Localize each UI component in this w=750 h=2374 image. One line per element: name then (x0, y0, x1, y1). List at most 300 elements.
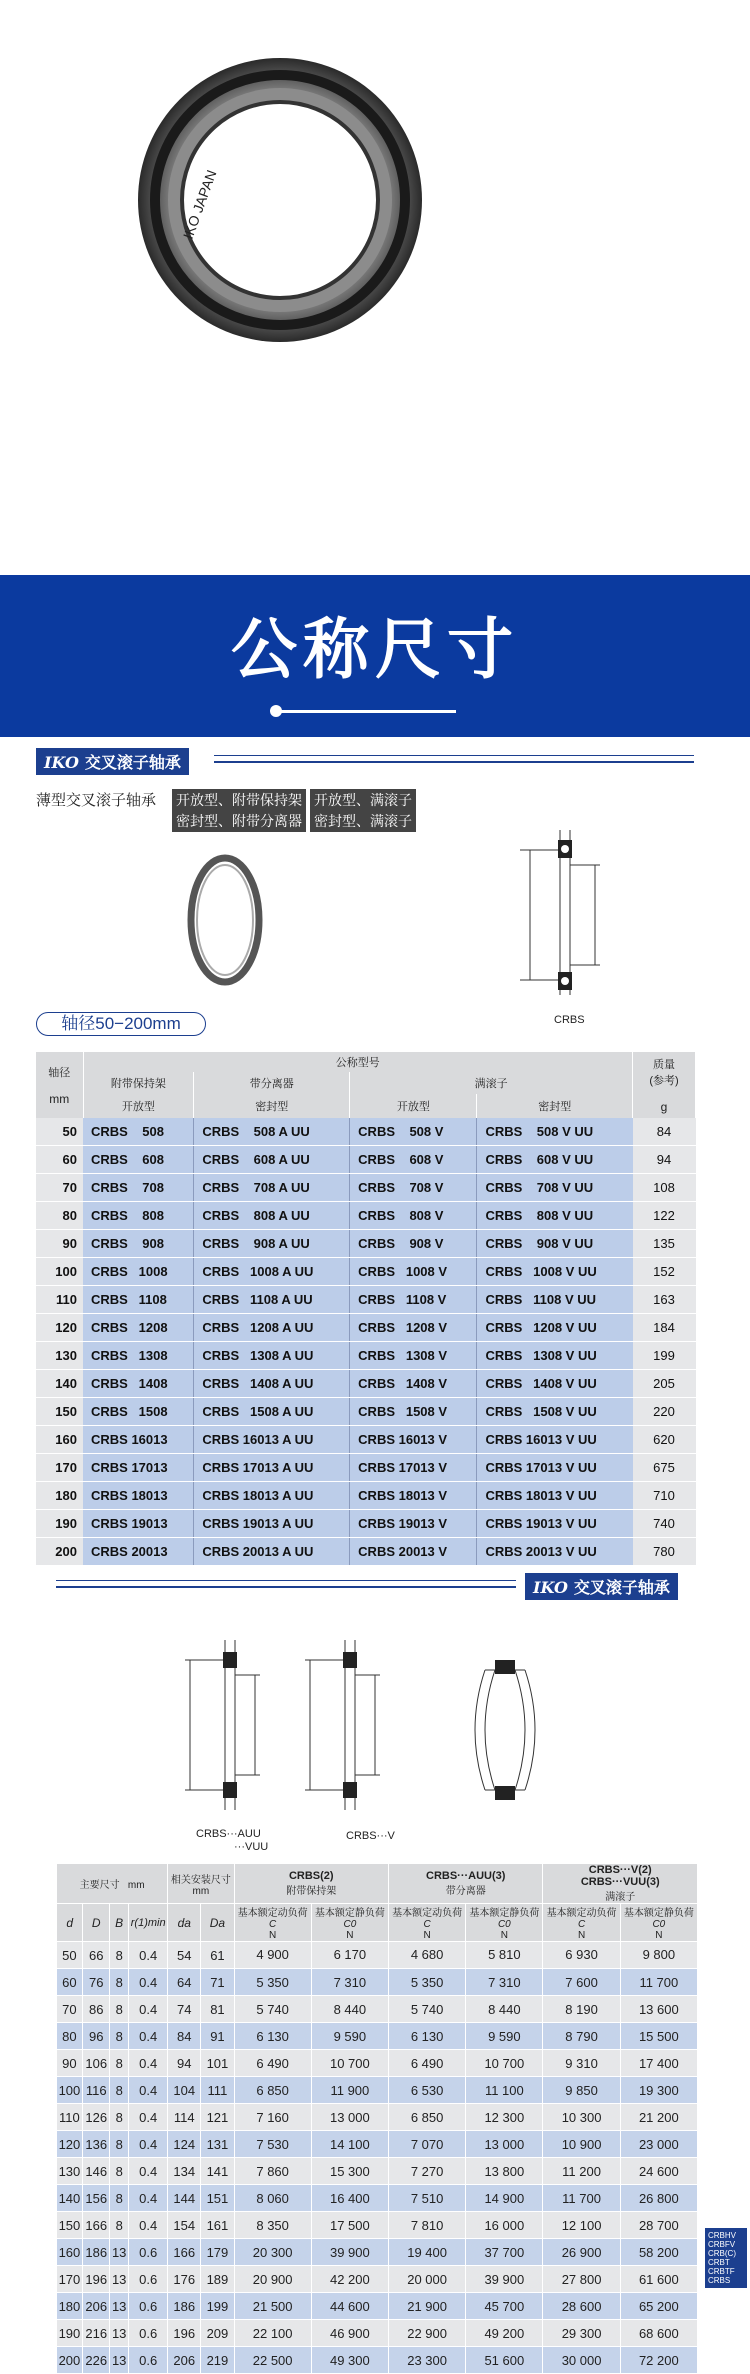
cell-open-cage: CRBS 808 (83, 1202, 194, 1230)
dimension-cell: 7 160 (234, 2104, 311, 2131)
dimension-cell: 7 810 (388, 2212, 465, 2239)
diagram-caption-vuu: ···VUU (234, 1841, 269, 1853)
dimension-cell: 71 (201, 1969, 234, 1996)
header-rule (214, 755, 694, 763)
dimension-cell: 7 070 (388, 2131, 465, 2158)
dimension-cell: 15 300 (311, 2158, 388, 2185)
dimension-cell: 130 (57, 2158, 83, 2185)
dimension-cell: 8 350 (234, 2212, 311, 2239)
dimension-cell: 81 (201, 1996, 234, 2023)
cell-open-cage: CRBS 1308 (83, 1342, 194, 1370)
cell-open-full: CRBS 508 V (350, 1118, 477, 1146)
dimension-cell: 131 (201, 2131, 234, 2158)
cell-open-full: CRBS 1008 V (350, 1258, 477, 1286)
dimension-cell: 9 310 (543, 2050, 620, 2077)
cell-sealed-separator: CRBS 18013 A UU (194, 1482, 350, 1510)
dimension-cell: 216 (83, 2320, 110, 2347)
cell-bore: 110 (36, 1286, 83, 1314)
h-stat-3: 基本额定静负荷 C0 N (620, 1904, 697, 1942)
dimension-cell: 39 900 (466, 2266, 543, 2293)
cell-mass: 740 (633, 1510, 696, 1538)
dimension-cell: 10 900 (543, 2131, 620, 2158)
dimension-cell: 166 (83, 2212, 110, 2239)
dimension-cell: 106 (83, 2050, 110, 2077)
dimension-cell: 199 (201, 2293, 234, 2320)
dimension-cell: 22 900 (388, 2320, 465, 2347)
cell-open-full: CRBS 1108 V (350, 1286, 477, 1314)
cell-mass: 84 (633, 1118, 696, 1146)
tag-sealed-full: 密封型、满滚子 (310, 810, 416, 832)
cell-mass: 205 (633, 1370, 696, 1398)
series-sidebar (705, 2228, 747, 2288)
dimension-cell: 13 600 (620, 1996, 697, 2023)
dimension-cell: 8 790 (543, 2023, 620, 2050)
section-diagrams (165, 1630, 585, 1830)
model-row (36, 1342, 696, 1370)
dimension-cell: 126 (83, 2104, 110, 2131)
dimension-cell: 186 (83, 2239, 110, 2266)
dimension-row (57, 2320, 698, 2347)
dimension-cell: 44 600 (311, 2293, 388, 2320)
cell-sealed-full: CRBS 17013 V UU (477, 1454, 633, 1482)
dimension-cell: 22 500 (234, 2347, 311, 2374)
dimension-row (57, 1996, 698, 2023)
dimension-cell: 5 350 (234, 1969, 311, 1996)
dimension-cell: 9 590 (466, 2023, 543, 2050)
cell-open-cage: CRBS 17013 (83, 1454, 194, 1482)
cell-bore: 170 (36, 1454, 83, 1482)
model-row (36, 1538, 696, 1566)
dimension-cell: 4 680 (388, 1942, 465, 1969)
dimension-row (57, 2212, 698, 2239)
cell-open-full: CRBS 1508 V (350, 1398, 477, 1426)
dimension-cell: 39 900 (311, 2239, 388, 2266)
dimension-row (57, 2104, 698, 2131)
dimension-cell: 26 900 (543, 2239, 620, 2266)
cell-sealed-full: CRBS 1108 V UU (477, 1286, 633, 1314)
dimension-cell: 8 (110, 2077, 129, 2104)
cell-open-full: CRBS 708 V (350, 1174, 477, 1202)
col-bore: 轴径 mm (36, 1052, 83, 1118)
dimension-cell: 100 (57, 2077, 83, 2104)
dimension-row (57, 2239, 698, 2266)
h-main-dims: 主要尺寸 mm (57, 1864, 168, 1904)
group-separator: 带分离器 (194, 1072, 350, 1094)
dimension-cell: 6 130 (388, 2023, 465, 2050)
dimension-cell: 209 (201, 2320, 234, 2347)
dimension-cell: 9 590 (311, 2023, 388, 2050)
dimension-cell: 5 350 (388, 1969, 465, 1996)
dimension-cell: 186 (168, 2293, 201, 2320)
h-Da: Da (201, 1904, 234, 1942)
tag-open-full: 开放型、满滚子 (310, 789, 416, 811)
dimension-row (57, 1942, 698, 1969)
dimension-cell: 45 700 (466, 2293, 543, 2320)
dimension-cell: 206 (83, 2293, 110, 2320)
dimension-cell: 0.6 (129, 2347, 168, 2374)
h-mount-dims: 相关安装尺寸 mm (168, 1864, 234, 1904)
dimension-cell: 20 000 (388, 2266, 465, 2293)
dimension-cell: 110 (57, 2104, 83, 2131)
banner-title: 公称尺寸 (231, 611, 519, 688)
cell-sealed-full: CRBS 18013 V UU (477, 1482, 633, 1510)
dimension-cell: 50 (57, 1942, 83, 1969)
dimension-cell: 12 300 (466, 2104, 543, 2131)
cell-open-full: CRBS 18013 V (350, 1482, 477, 1510)
diagram-caption: CRBS (554, 1014, 585, 1026)
dimension-cell: 120 (57, 2131, 83, 2158)
dimension-cell: 49 200 (466, 2320, 543, 2347)
bore-range-pill: 轴径50−200mm (36, 1012, 206, 1036)
cell-bore: 160 (36, 1426, 83, 1454)
dimension-cell: 76 (83, 1969, 110, 1996)
brand-name-2: 交叉滚子轴承 (573, 1578, 670, 1597)
dimension-cell: 156 (83, 2185, 110, 2212)
cell-open-full: CRBS 608 V (350, 1146, 477, 1174)
dimension-cell: 13 000 (311, 2104, 388, 2131)
model-row (36, 1510, 696, 1538)
cell-mass: 163 (633, 1286, 696, 1314)
dimension-cell: 0.4 (129, 1969, 168, 1996)
dimension-cell: 12 100 (543, 2212, 620, 2239)
dimension-cell: 8 (110, 2212, 129, 2239)
dimension-cell: 6 930 (543, 1942, 620, 1969)
dimension-cell: 20 300 (234, 2239, 311, 2266)
h-crbs-auu: CRBS···AUU(3) 带分离器 (388, 1864, 542, 1904)
dimension-row (57, 2050, 698, 2077)
banner-dot (270, 705, 282, 717)
cell-open-cage: CRBS 1208 (83, 1314, 194, 1342)
cell-sealed-full: CRBS 908 V UU (477, 1230, 633, 1258)
dimension-cell: 116 (83, 2077, 110, 2104)
group-full: 满滚子 (350, 1072, 633, 1094)
dimension-cell: 140 (57, 2185, 83, 2212)
cell-open-full: CRBS 908 V (350, 1230, 477, 1258)
bearing-photo (130, 50, 430, 350)
banner-underline (276, 710, 456, 713)
dimension-cell: 61 600 (620, 2266, 697, 2293)
dimension-cell: 6 170 (311, 1942, 388, 1969)
dimension-cell: 68 600 (620, 2320, 697, 2347)
dimension-cell: 29 300 (543, 2320, 620, 2347)
dimension-cell: 6 530 (388, 2077, 465, 2104)
h-stat-1: 基本额定静负荷 C0 N (311, 1904, 388, 1942)
tag-row-1 (172, 789, 420, 811)
dimension-cell: 27 800 (543, 2266, 620, 2293)
dimension-cell: 16 000 (466, 2212, 543, 2239)
dimension-cell: 7 310 (466, 1969, 543, 1996)
cell-sealed-separator: CRBS 908 A UU (194, 1230, 350, 1258)
cell-sealed-full: CRBS 808 V UU (477, 1202, 633, 1230)
dimension-cell: 5 740 (388, 1996, 465, 2023)
cell-sealed-separator: CRBS 1008 A UU (194, 1258, 350, 1286)
dimension-cell: 200 (57, 2347, 83, 2374)
cell-open-full: CRBS 808 V (350, 1202, 477, 1230)
cell-bore: 130 (36, 1342, 83, 1370)
cell-sealed-separator: CRBS 19013 A UU (194, 1510, 350, 1538)
cell-bore: 100 (36, 1258, 83, 1286)
cell-open-cage: CRBS 20013 (83, 1538, 194, 1566)
dimension-cell: 0.6 (129, 2293, 168, 2320)
cell-mass: 199 (633, 1342, 696, 1370)
dimension-cell: 206 (168, 2347, 201, 2374)
dimension-row (57, 1969, 698, 1996)
dimension-cell: 7 860 (234, 2158, 311, 2185)
dimension-cell: 8 060 (234, 2185, 311, 2212)
dimension-cell: 74 (168, 1996, 201, 2023)
tag-sealed-separator: 密封型、附带分离器 (172, 810, 306, 832)
cell-sealed-full: CRBS 1208 V UU (477, 1314, 633, 1342)
dimension-cell: 28 600 (543, 2293, 620, 2320)
dimension-cell: 58 200 (620, 2239, 697, 2266)
cell-mass: 135 (633, 1230, 696, 1258)
col-model-main: 公称型号 (83, 1052, 633, 1072)
dimension-cell: 166 (168, 2239, 201, 2266)
cell-sealed-separator: CRBS 17013 A UU (194, 1454, 350, 1482)
dimension-cell: 146 (83, 2158, 110, 2185)
dimension-cell: 30 000 (543, 2347, 620, 2374)
cell-mass: 220 (633, 1398, 696, 1426)
cell-bore: 180 (36, 1482, 83, 1510)
dimension-cell: 16 400 (311, 2185, 388, 2212)
dimension-cell: 121 (201, 2104, 234, 2131)
cell-mass: 152 (633, 1258, 696, 1286)
h-dyn-1: 基本额定动负荷 C N (234, 1904, 311, 1942)
model-row (36, 1230, 696, 1258)
dimension-cell: 8 (110, 2023, 129, 2050)
cell-bore: 200 (36, 1538, 83, 1566)
dimension-cell: 60 (57, 1969, 83, 1996)
series-label: 薄型交叉滚子轴承 (36, 791, 157, 809)
dimension-cell: 8 (110, 2158, 129, 2185)
model-row (36, 1482, 696, 1510)
dimension-cell: 13 800 (466, 2158, 543, 2185)
dimension-cell: 24 600 (620, 2158, 697, 2185)
cell-open-cage: CRBS 608 (83, 1146, 194, 1174)
cell-open-cage: CRBS 19013 (83, 1510, 194, 1538)
dimension-cell: 94 (168, 2050, 201, 2077)
h-dyn-3: 基本额定动负荷 C N (543, 1904, 620, 1942)
dimension-cell: 7 530 (234, 2131, 311, 2158)
cell-mass: 108 (633, 1174, 696, 1202)
dimension-cell: 196 (168, 2320, 201, 2347)
dimension-cell: 0.4 (129, 2023, 168, 2050)
cell-bore: 60 (36, 1146, 83, 1174)
dimension-cell: 8 (110, 2050, 129, 2077)
model-row (36, 1146, 696, 1174)
sidebar-series-item: CRB(C) (708, 2249, 736, 2258)
cell-sealed-separator: CRBS 1208 A UU (194, 1314, 350, 1342)
cell-mass: 94 (633, 1146, 696, 1174)
brand-logo: IKO (44, 753, 79, 772)
dimension-cell: 13 (110, 2293, 129, 2320)
dimension-cell: 5 810 (466, 1942, 543, 1969)
dimension-cell: 15 500 (620, 2023, 697, 2050)
dimension-cell: 72 200 (620, 2347, 697, 2374)
dimension-cell: 104 (168, 2077, 201, 2104)
cell-sealed-full: CRBS 1008 V UU (477, 1258, 633, 1286)
dimension-cell: 0.4 (129, 2185, 168, 2212)
dimension-cell: 14 900 (466, 2185, 543, 2212)
cell-sealed-separator: CRBS 1108 A UU (194, 1286, 350, 1314)
cell-sealed-full: CRBS 508 V UU (477, 1118, 633, 1146)
group-cage: 附带保持架 (83, 1072, 194, 1094)
cell-bore: 70 (36, 1174, 83, 1202)
cell-mass: 780 (633, 1538, 696, 1566)
h-D: D (83, 1904, 110, 1942)
cell-sealed-separator: CRBS 808 A UU (194, 1202, 350, 1230)
diagram-caption-auu: CRBS···AUU (196, 1828, 261, 1840)
cell-sealed-full: CRBS 708 V UU (477, 1174, 633, 1202)
cell-mass: 184 (633, 1314, 696, 1342)
svg-text:IKO JAPAN: IKO JAPAN (179, 167, 220, 242)
cell-open-full: CRBS 20013 V (350, 1538, 477, 1566)
dimension-cell: 13 000 (466, 2131, 543, 2158)
dimension-cell: 114 (168, 2104, 201, 2131)
dimension-cell: 0.6 (129, 2320, 168, 2347)
sidebar-series-item: CRBFV (708, 2240, 736, 2249)
dimension-cell: 84 (168, 2023, 201, 2050)
sub-sealed-2: 密封型 (477, 1094, 633, 1118)
dimension-cell: 4 900 (234, 1942, 311, 1969)
cell-bore: 120 (36, 1314, 83, 1342)
model-row (36, 1202, 696, 1230)
dimension-cell: 7 270 (388, 2158, 465, 2185)
dimension-table (56, 1863, 698, 2374)
dimension-cell: 190 (57, 2320, 83, 2347)
dimension-cell: 5 740 (234, 1996, 311, 2023)
dimension-cell: 0.4 (129, 2212, 168, 2239)
h-r: r(1)min (129, 1904, 168, 1942)
cell-open-full: CRBS 1308 V (350, 1342, 477, 1370)
dimension-cell: 10 300 (543, 2104, 620, 2131)
cell-open-full: CRBS 1208 V (350, 1314, 477, 1342)
dimension-cell: 9 850 (543, 2077, 620, 2104)
dimension-cell: 11 200 (543, 2158, 620, 2185)
h-crbs: CRBS(2) 附带保持架 (234, 1864, 388, 1904)
dimension-cell: 86 (83, 1996, 110, 2023)
dimension-cell: 189 (201, 2266, 234, 2293)
dimension-cell: 7 510 (388, 2185, 465, 2212)
dimension-cell: 21 900 (388, 2293, 465, 2320)
cell-open-full: CRBS 1408 V (350, 1370, 477, 1398)
cell-sealed-separator: CRBS 508 A UU (194, 1118, 350, 1146)
cell-mass: 620 (633, 1426, 696, 1454)
tag-open-cage: 开放型、附带保持架 (172, 789, 306, 811)
dimension-row (57, 2077, 698, 2104)
dimension-cell: 8 (110, 1969, 129, 1996)
cell-sealed-full: CRBS 20013 V UU (477, 1538, 633, 1566)
dimension-cell: 0.6 (129, 2239, 168, 2266)
dimension-cell: 176 (168, 2266, 201, 2293)
dimension-cell: 9 800 (620, 1942, 697, 1969)
dimension-cell: 11 100 (466, 2077, 543, 2104)
cell-sealed-separator: CRBS 20013 A UU (194, 1538, 350, 1566)
dimension-cell: 226 (83, 2347, 110, 2374)
brand-header (36, 748, 189, 775)
dimension-cell: 22 100 (234, 2320, 311, 2347)
header-rule-2 (56, 1580, 516, 1588)
cell-bore: 80 (36, 1202, 83, 1230)
dimension-cell: 0.4 (129, 2131, 168, 2158)
dimension-cell: 8 (110, 1942, 129, 1969)
dimension-cell: 0.4 (129, 1942, 168, 1969)
sidebar-series-item: CRBT (708, 2258, 730, 2267)
cell-sealed-full: CRBS 16013 V UU (477, 1426, 633, 1454)
cell-open-full: CRBS 17013 V (350, 1454, 477, 1482)
dimension-cell: 8 440 (311, 1996, 388, 2023)
dimension-row (57, 2293, 698, 2320)
h-da: da (168, 1904, 201, 1942)
cell-open-cage: CRBS 908 (83, 1230, 194, 1258)
cell-mass: 710 (633, 1482, 696, 1510)
cell-bore: 140 (36, 1370, 83, 1398)
dimension-cell: 23 000 (620, 2131, 697, 2158)
cell-sealed-separator: CRBS 708 A UU (194, 1174, 350, 1202)
cell-open-cage: CRBS 18013 (83, 1482, 194, 1510)
dimension-cell: 61 (201, 1942, 234, 1969)
cell-open-full: CRBS 19013 V (350, 1510, 477, 1538)
dimension-cell: 19 300 (620, 2077, 697, 2104)
dimension-cell: 6 490 (388, 2050, 465, 2077)
dimension-cell: 170 (57, 2266, 83, 2293)
model-row (36, 1426, 696, 1454)
dimension-cell: 19 400 (388, 2239, 465, 2266)
dimension-cell: 0.6 (129, 2266, 168, 2293)
brand-name: 交叉滚子轴承 (84, 753, 181, 772)
dimension-cell: 21 500 (234, 2293, 311, 2320)
sidebar-series-item: CRBS (708, 2276, 731, 2285)
dimension-cell: 51 600 (466, 2347, 543, 2374)
cell-open-cage: CRBS 1008 (83, 1258, 194, 1286)
cell-open-cage: CRBS 708 (83, 1174, 194, 1202)
dimension-cell: 54 (168, 1942, 201, 1969)
dimension-cell: 8 (110, 2185, 129, 2212)
dimension-row (57, 2266, 698, 2293)
dimension-row (57, 2023, 698, 2050)
h-B: B (110, 1904, 129, 1942)
dimension-cell: 10 700 (311, 2050, 388, 2077)
dimension-cell: 136 (83, 2131, 110, 2158)
h-d: d (57, 1904, 83, 1942)
sidebar-series-item: CRBHV (708, 2231, 737, 2240)
dimension-cell: 14 100 (311, 2131, 388, 2158)
cell-sealed-full: CRBS 608 V UU (477, 1146, 633, 1174)
dimension-cell: 26 800 (620, 2185, 697, 2212)
model-row (36, 1258, 696, 1286)
dimension-cell: 150 (57, 2212, 83, 2239)
cell-bore: 50 (36, 1118, 83, 1146)
dimension-cell: 13 (110, 2266, 129, 2293)
dimension-cell: 0.4 (129, 2158, 168, 2185)
dimension-row (57, 2347, 698, 2374)
cell-sealed-full: CRBS 1508 V UU (477, 1398, 633, 1426)
dimension-cell: 37 700 (466, 2239, 543, 2266)
sub-open-2: 开放型 (350, 1094, 477, 1118)
dimension-cell: 21 200 (620, 2104, 697, 2131)
cell-sealed-separator: CRBS 1508 A UU (194, 1398, 350, 1426)
dimension-cell: 179 (201, 2239, 234, 2266)
cell-sealed-separator: CRBS 1408 A UU (194, 1370, 350, 1398)
cell-open-full: CRBS 16013 V (350, 1426, 477, 1454)
dimension-cell: 28 700 (620, 2212, 697, 2239)
dimension-cell: 91 (201, 2023, 234, 2050)
dimension-cell: 7 310 (311, 1969, 388, 1996)
dimension-cell: 8 (110, 1996, 129, 2023)
diagram-caption-v: CRBS···V (346, 1830, 395, 1842)
product-photo-area (0, 0, 750, 575)
model-row (36, 1398, 696, 1426)
